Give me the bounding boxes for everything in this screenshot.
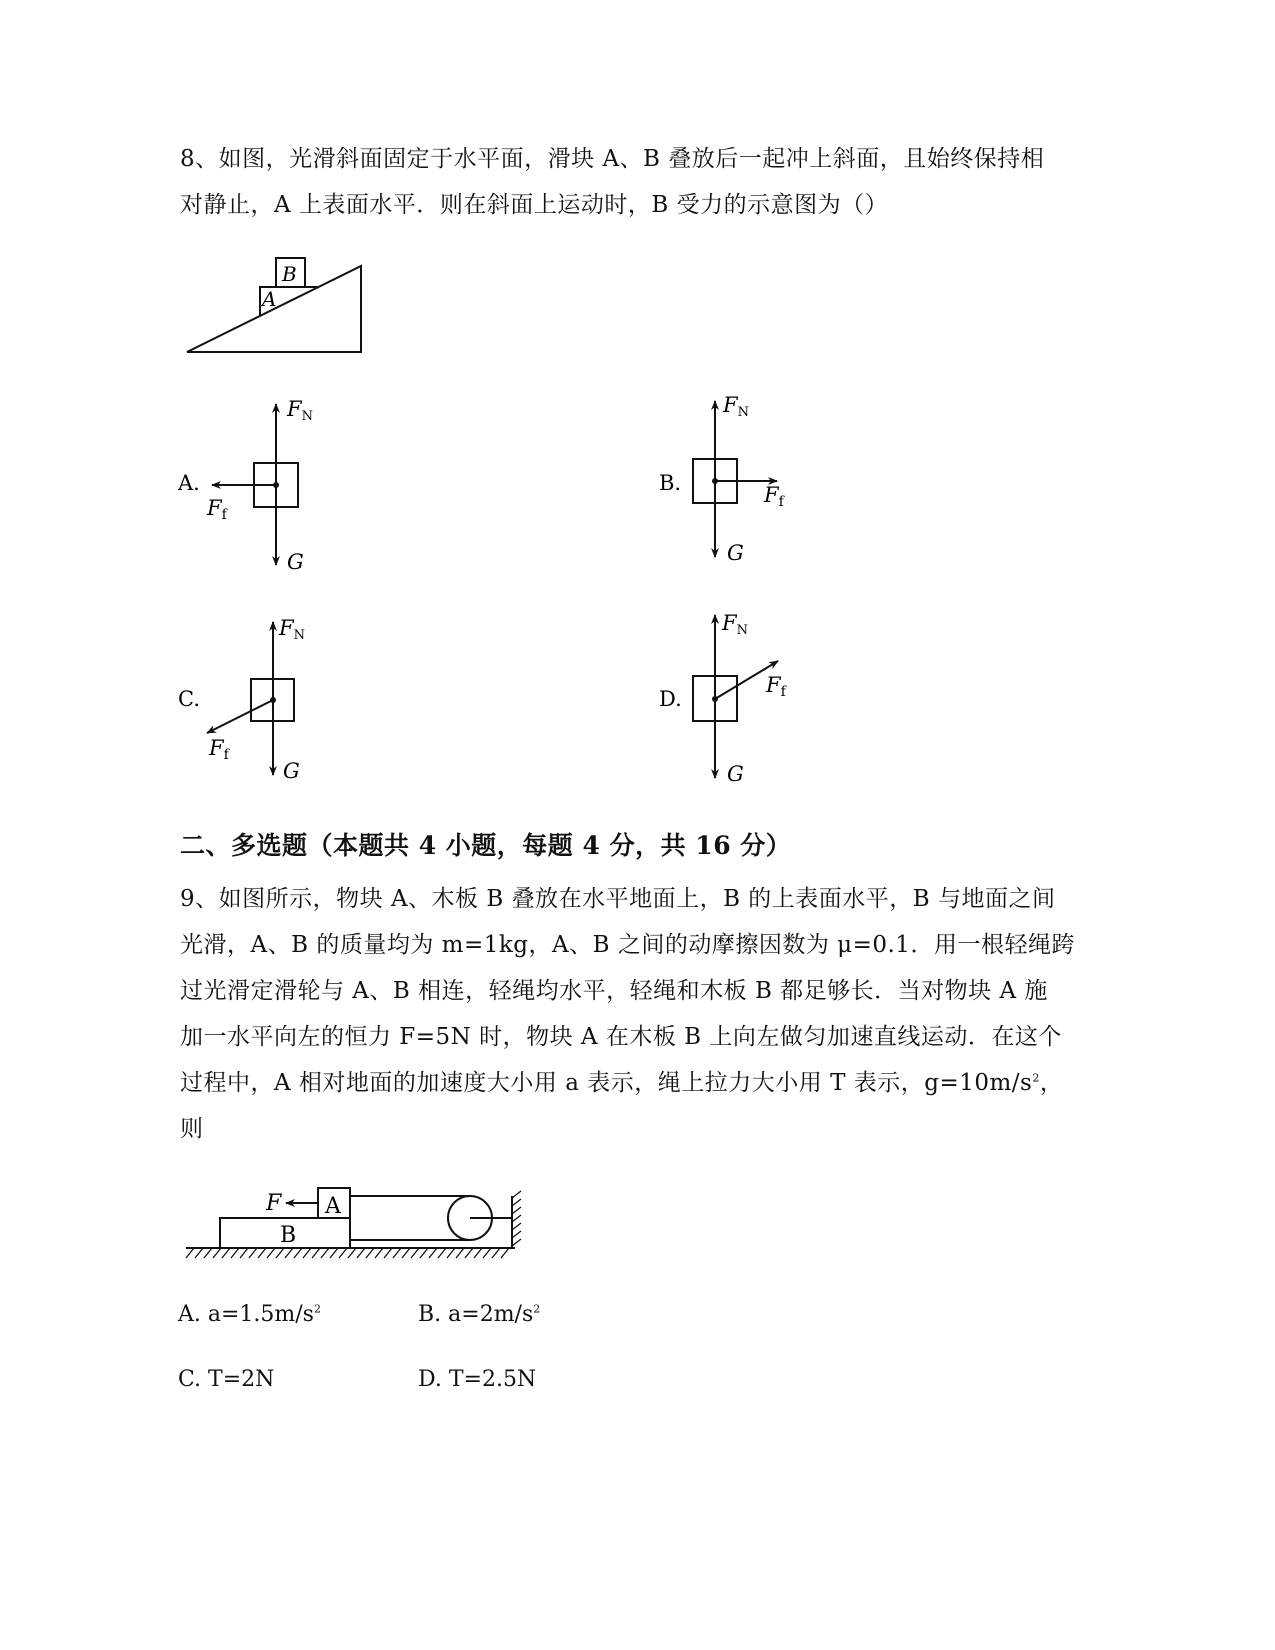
q9-line-3: 过光滑定滑轮与 A、B 相连，轻绳均水平，轻绳和木板 B 都足够长．当对物块 A 施 — [180, 978, 1048, 1004]
q9-option-c[interactable] — [178, 1367, 274, 1392]
q9-option-b-sup: 2 — [533, 1302, 541, 1316]
q9-option-d-text: D. T=2.5N — [418, 1367, 537, 1392]
option-a-g-label: G — [287, 550, 304, 574]
option-c-fn-label: FN — [279, 616, 305, 643]
label-b: B — [280, 1223, 297, 1248]
option-a-ff-label: Ff — [207, 496, 227, 523]
option-d-fn-label: FN — [722, 611, 748, 638]
wall-hatching — [512, 1191, 521, 1246]
option-a-letter: A. — [178, 471, 200, 495]
q9-option-c-text: C. T=2N — [178, 1367, 275, 1392]
option-b-g-label: G — [727, 541, 744, 565]
option-c-ff-label: Ff — [209, 736, 229, 763]
q9-option-a-text: A. a=1.5m/s — [178, 1302, 314, 1327]
q9-line-6: 则 — [180, 1116, 204, 1142]
label-block-a: A — [262, 287, 277, 311]
label-block-b: B — [282, 262, 297, 286]
option-d-letter: D. — [659, 687, 682, 711]
label-f: F — [266, 1191, 282, 1216]
q8-line-1: 8、如图，光滑斜面固定于水平面，滑块 A、B 叠放后一起冲上斜面，且始终保持相 — [180, 146, 1045, 172]
q9-option-d[interactable] — [418, 1367, 536, 1392]
label-a: A — [325, 1194, 341, 1219]
q9-option-b[interactable] — [418, 1302, 540, 1327]
ground-hatching — [186, 1248, 509, 1258]
q9-line-5-sup: 2 — [1032, 1071, 1040, 1085]
option-d-g-label: G — [727, 762, 744, 786]
option-c-g-label: G — [283, 759, 300, 783]
q9-line-2: 光滑，A、B 的质量均为 m=1kg，A、B 之间的动摩擦因数为 μ=0.1．用一根轻绳跨 — [180, 932, 1075, 958]
q9-line-5-text: 过程中，A 相对地面的加速度大小用 a 表示，绳上拉力大小用 T 表示，g=10m/s — [180, 1070, 1033, 1096]
q9-line-5-end: ， — [1039, 1070, 1064, 1096]
q9-option-a[interactable] — [178, 1302, 321, 1327]
option-b-fn-label: FN — [723, 393, 749, 420]
q8-line-2: 对静止，A 上表面水平．则在斜面上运动时，B 受力的示意图为（） — [180, 192, 889, 218]
q9-line-1: 9、如图所示，物块 A、木板 B 叠放在水平地面上，B 的上表面水平，B 与地面之间 — [180, 886, 1056, 912]
option-a-fn-label: FN — [287, 397, 313, 424]
option-b-ff-label: Ff — [764, 483, 784, 510]
q9-option-a-sup: 2 — [313, 1302, 321, 1316]
option-d-ff-label: Ff — [766, 673, 786, 700]
option-b-letter: B. — [659, 471, 682, 495]
option-c-letter: C. — [178, 687, 200, 711]
q9-option-b-text: B. a=2m/s — [418, 1302, 534, 1327]
q9-line-4: 加一水平向左的恒力 F=5N 时，物块 A 在木板 B 上向左做匀加速直线运动．在这个 — [180, 1024, 1062, 1050]
section-2-heading: 二、多选题（本题共 4 小题，每题 4 分，共 16 分） — [180, 831, 792, 860]
